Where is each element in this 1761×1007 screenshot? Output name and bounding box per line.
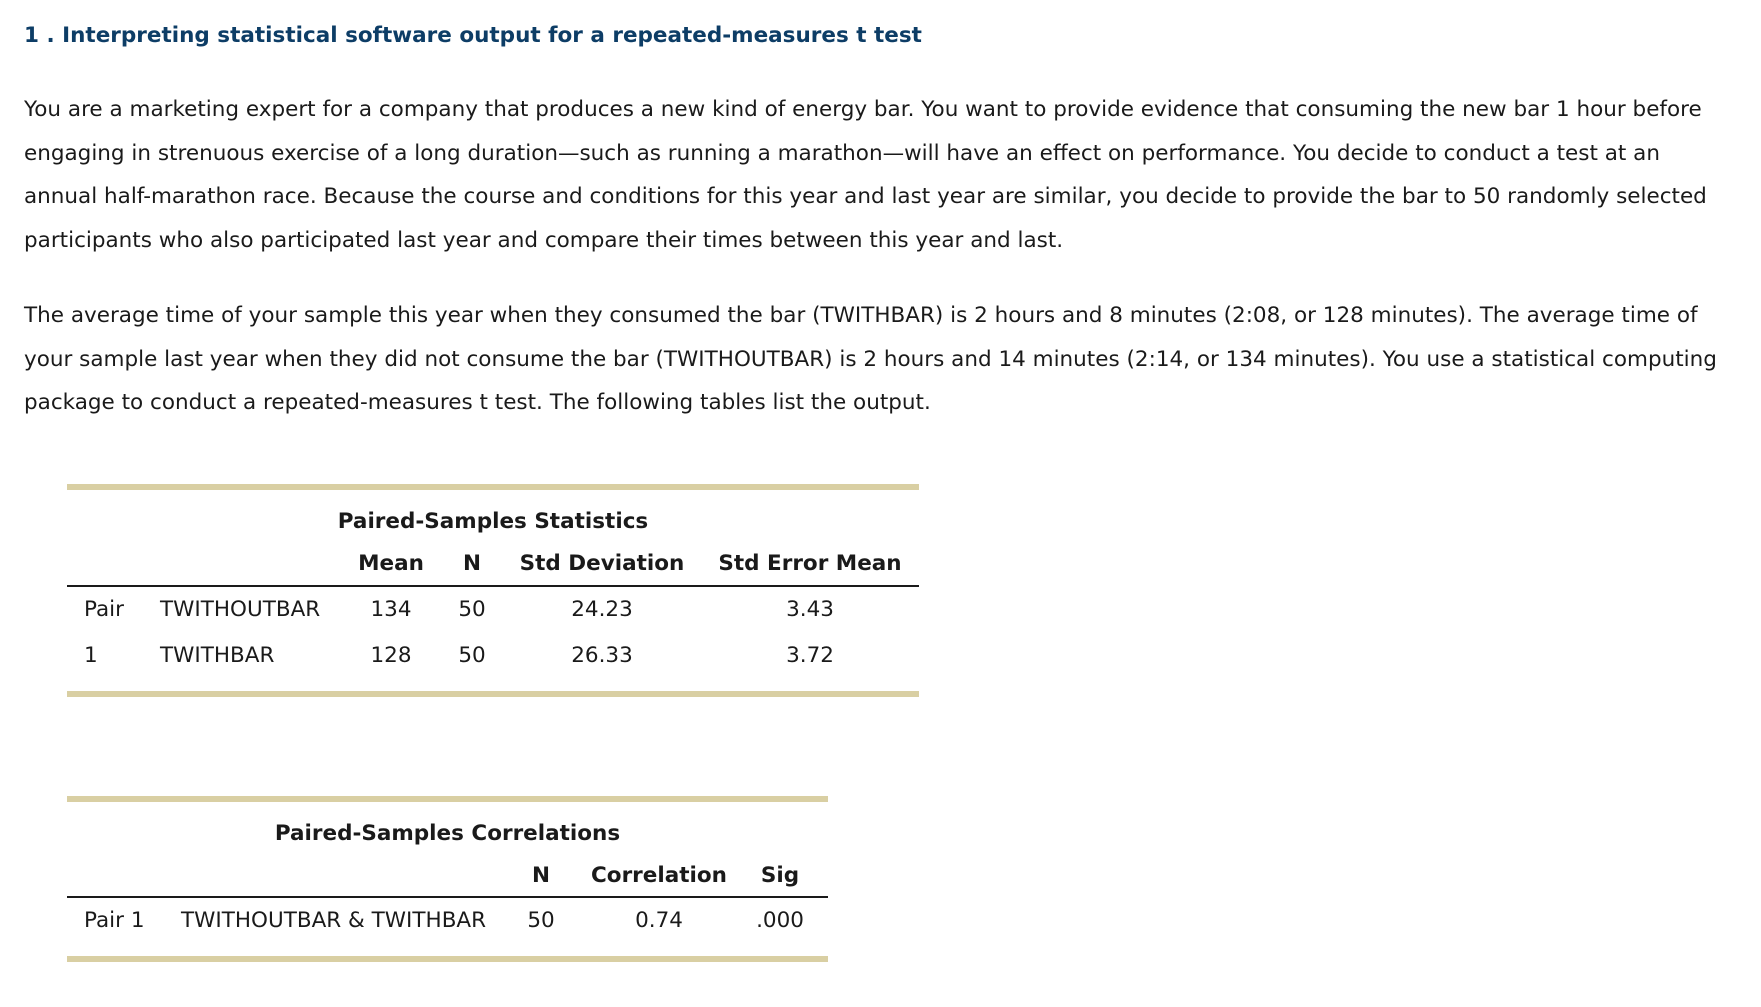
- column-header-mean: Mean: [358, 551, 424, 576]
- column-header-n: N: [463, 551, 481, 576]
- table-bottom-rule: [67, 691, 919, 697]
- question-title-text: Interpreting statistical software output for a repeated-measures t test: [62, 23, 922, 48]
- sig-value: .000: [756, 908, 804, 933]
- column-header-std-error-mean: Std Error Mean: [718, 551, 902, 576]
- question-content: [24, 20, 1724, 457]
- correlation-value: 0.74: [635, 908, 683, 933]
- variable-pair-name: TWITHOUTBAR & TWITHBAR: [181, 908, 487, 933]
- table-top-rule: [67, 796, 828, 802]
- pair-label: Pair 1: [84, 908, 145, 933]
- mean-value: 134: [370, 597, 412, 622]
- pair-label: 1: [84, 643, 98, 668]
- question-number: 1 .: [24, 23, 55, 48]
- mean-value: 128: [370, 643, 412, 668]
- table-caption: Paired-Samples Correlations: [274, 821, 621, 846]
- std-error-value: 3.43: [786, 597, 834, 622]
- paired-samples-correlations-table: [67, 796, 828, 966]
- paired-samples-statistics-table: [67, 484, 919, 699]
- std-deviation-value: 26.33: [571, 643, 633, 668]
- context-paragraph: The average time of your sample this year when they consumed the bar (TWITHBAR) is 2 hours and 8 minutes (2:08, or 128 minutes). The average time of your sample last year when they did not consume the bar (TWITHOUTBAR) is 2 hours and 14 minutes (2:14, or 134 minutes). You use a statistical computing package to conduct a repeated-measures t test. The following tables list the output.: [24, 303, 1717, 415]
- table-top-rule: [67, 484, 919, 490]
- n-value: 50: [527, 908, 555, 933]
- header-rule: [67, 896, 828, 898]
- n-value: 50: [458, 597, 486, 622]
- table-caption: Paired-Samples Statistics: [337, 509, 649, 534]
- pair-label: Pair: [84, 597, 124, 622]
- variable-name: TWITHOUTBAR: [160, 597, 321, 622]
- n-value: 50: [458, 643, 486, 668]
- column-header-n: N: [532, 863, 550, 888]
- std-error-value: 3.72: [786, 643, 834, 668]
- column-header-correlation: Correlation: [591, 863, 727, 888]
- header-rule: [67, 585, 919, 587]
- std-deviation-value: 24.23: [571, 597, 633, 622]
- column-header-sig: Sig: [760, 863, 800, 888]
- variable-name: TWITHBAR: [160, 643, 275, 668]
- question-title: [24, 20, 1724, 52]
- column-header-std-deviation: Std Deviation: [519, 551, 685, 576]
- table-bottom-rule: [67, 956, 828, 962]
- intro-paragraph: You are a marketing expert for a company that produces a new kind of energy bar. You want to provide evidence that consuming the new bar 1 hour before engaging in strenuous exercise of a long duration—such as running a marathon—will have an effect on performance. You decide to conduct a test at an annual half-marathon race. Because the course and conditions for this year and last year are similar, you decide to provide the bar to 50 randomly selected participants who also participated last year and compare their times between this year and last.: [24, 97, 1707, 253]
